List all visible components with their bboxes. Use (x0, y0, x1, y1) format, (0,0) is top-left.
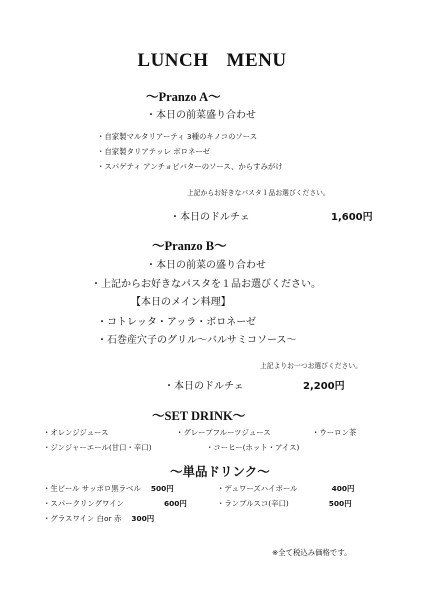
pranzo-b-choose-note: 上記よりお一つお選びください。 (260, 362, 362, 370)
pranzo-a-pasta-2: ・自家製タリアテッレ ボロネーゼ (97, 147, 211, 156)
set-drink-item: ・ウーロン茶 (312, 428, 357, 437)
single-drinks-heading: ～単品ドリンク～ (170, 464, 270, 479)
pranzo-b-main-2: ・石巻産穴子のグリル～バルサミコソース～ (97, 335, 297, 346)
pranzo-a-pasta-3: ・スパゲティ アンチョビバターのソース、からすみがけ (97, 162, 283, 171)
pranzo-b-dolce: ・本日のドルチェ (164, 381, 244, 392)
set-drink-item: ・コーヒー(ホット・アイス) (206, 443, 300, 452)
pranzo-a-pasta-1: ・自家製マルタリアーティ 3種のキノコのソース (97, 132, 258, 141)
drink-row (43, 513, 154, 524)
drink-row (43, 498, 187, 509)
drink-name: ・ランブルスコ(辛口) (217, 499, 289, 508)
pranzo-a-heading: ～Pranzo A～ (146, 90, 221, 104)
pranzo-a-choose-note: 上記からお好きなパスタ１品お選びください。 (187, 189, 330, 197)
pranzo-b-main-heading: 【本日のメイン料理】 (131, 297, 231, 308)
menu-title: LUNCH MENU (137, 50, 287, 71)
pranzo-a-price: 1,600円 (331, 212, 373, 223)
drink-name: ・グラスワイン 白or 赤 (43, 514, 122, 523)
drink-name: ・デュワーズハイボール (217, 484, 298, 493)
drink-price: 600円 (163, 499, 187, 508)
drink-price: 500円 (150, 484, 174, 493)
pranzo-a-intro: ・本日の前菜盛り合わせ (146, 110, 256, 121)
pranzo-b-heading: ～Pranzo B～ (152, 239, 227, 253)
pranzo-b-main-1: ・コトレッタ・アッラ・ボロネーゼ (97, 317, 256, 328)
tax-footnote: ※全て税込み価格です。 (272, 548, 352, 557)
pranzo-b-pasta-line: ・上記からお好きなパスタを１品お選びください。 (91, 279, 321, 290)
pranzo-b-intro: ・本日の前菜の盛り合わせ (146, 260, 266, 271)
set-drink-item: ・グレープフルーツジュース (176, 428, 271, 437)
drink-row (217, 483, 354, 494)
set-drink-item: ・オレンジジュース (43, 428, 109, 437)
drink-row (217, 498, 352, 509)
set-drink-heading: ～SET DRINK～ (152, 409, 246, 423)
drink-name: ・生ビール サッポロ黒ラベル (43, 484, 141, 493)
pranzo-a-dolce: ・本日のドルチェ (170, 212, 250, 223)
drink-name: ・スパークリングワイン (43, 499, 124, 508)
set-drink-item: ・ジンジャーエール(甘口・辛口) (43, 443, 152, 452)
pranzo-b-price: 2,200円 (303, 381, 345, 392)
drink-row (43, 483, 174, 494)
drink-price: 500円 (328, 499, 352, 508)
drink-price: 400円 (331, 484, 355, 493)
drink-price: 300円 (131, 514, 155, 523)
